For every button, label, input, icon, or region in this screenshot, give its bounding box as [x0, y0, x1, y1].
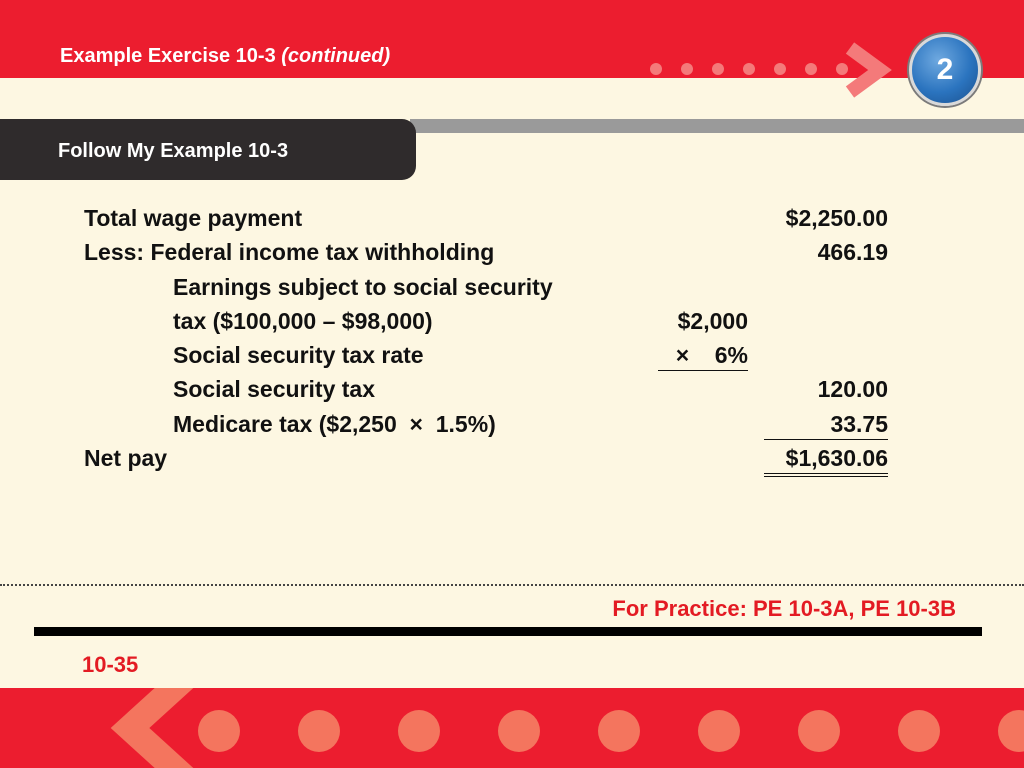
row-label: Social security tax	[173, 376, 375, 403]
slide-title-continued: (continued)	[281, 45, 391, 67]
worksheet-row	[84, 409, 894, 443]
page-number: 10-35	[82, 652, 139, 677]
row-label: Total wage payment	[84, 205, 303, 231]
decorative-dot	[898, 710, 940, 752]
row-label: tax ($100,000 – $98,000)	[173, 307, 433, 334]
slide-title	[60, 45, 390, 68]
worksheet-row	[84, 203, 894, 237]
worksheet-row	[84, 237, 894, 271]
row-value: $2,250.00	[785, 205, 888, 231]
row-label: Earnings subject to social security	[173, 273, 553, 300]
decorative-dot	[198, 710, 240, 752]
decorative-dot	[298, 710, 340, 752]
row-label: Less: Federal income tax withholding	[84, 239, 495, 266]
dotted-divider	[0, 584, 1024, 586]
section-tab	[0, 119, 416, 180]
section-tab-label: Follow My Example 10-3	[58, 140, 289, 162]
row-label: Medicare tax ($2,250 × 1.5%)	[173, 410, 496, 437]
decorative-dot	[998, 710, 1024, 752]
chevron-left-icon	[95, 688, 205, 768]
row-value: 120.00	[817, 376, 888, 403]
row-value: $1,630.06	[764, 443, 888, 477]
footer-bar	[0, 688, 1024, 768]
row-intermediate-value: × 6%	[658, 340, 748, 371]
worksheet-row	[84, 443, 894, 477]
worksheet-row	[84, 374, 894, 408]
worksheet	[84, 203, 894, 477]
decorative-dot	[798, 710, 840, 752]
row-value: 466.19	[817, 239, 888, 266]
practice-reference: For Practice: PE 10-3A, PE 10-3B	[612, 596, 956, 621]
divider-band	[410, 119, 1024, 133]
decorative-dot	[498, 710, 540, 752]
footer-rule	[34, 627, 982, 636]
objective-badge: 2	[909, 34, 981, 106]
chevron-right-icon	[840, 40, 896, 100]
worksheet-row	[84, 272, 894, 306]
row-intermediate-value: $2,000	[677, 307, 748, 334]
decorative-dot	[698, 710, 740, 752]
worksheet-row	[84, 306, 894, 340]
slide-title-main: Example Exercise 10-3	[60, 45, 276, 67]
decorative-dot	[598, 710, 640, 752]
row-label: Net pay	[84, 445, 168, 472]
row-value: 33.75	[764, 409, 888, 440]
row-label: Social security tax rate	[173, 342, 424, 369]
decorative-dot	[398, 710, 440, 752]
worksheet-row	[84, 340, 894, 374]
